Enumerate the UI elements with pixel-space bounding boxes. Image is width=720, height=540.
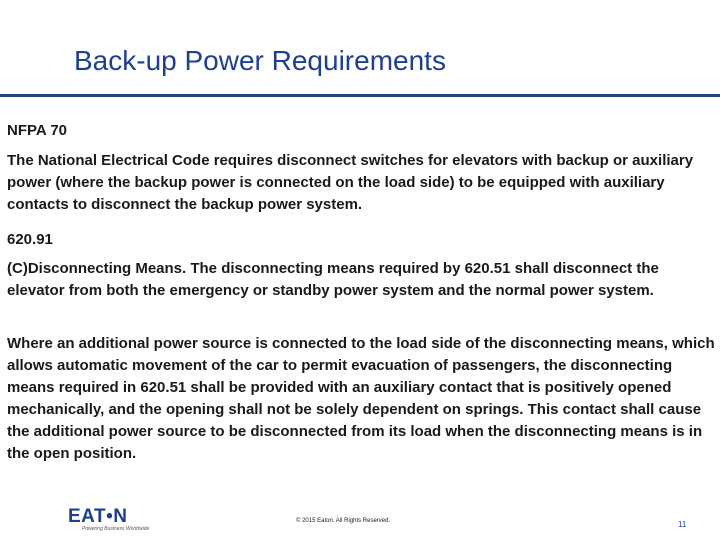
page-number: 11 — [678, 520, 687, 529]
paragraph-nec-requirement: The National Electrical Code requires disconnect switches for elevators with backup or auxiliary power (where the backup power is connected on the load side) to be equipped with auxiliary contacts to disconnect the backup power system. — [7, 152, 694, 213]
heading-section-number: 620.91 — [7, 231, 53, 248]
logo-tagline: Powering Business Worldwide — [82, 526, 150, 532]
logo-wordmark: EAT•N — [68, 506, 128, 527]
paragraph-disconnecting-means: (C)Disconnecting Means. The disconnecting means required by 620.51 shall disconnect the elevator from both the emergency or standby power system and the normal power system. — [7, 260, 659, 299]
title-divider — [0, 94, 720, 97]
heading-nfpa: NFPA 70 — [7, 122, 68, 139]
eaton-logo — [68, 508, 158, 533]
copyright-notice: © 2015 Eaton. All Rights Reserved. — [296, 518, 391, 524]
slide-title: Back-up Power Requirements — [74, 45, 446, 76]
paragraph-additional-power-source: Where an additional power source is connected to the load side of the disconnecting means, which allows automatic movement of the car to permit evacuation of passengers, the disconnecting means required in 620.51 shall be provided with an auxiliary contact that is positively opened mechanically, and the opening shall not be solely dependent on springs. This contact shall cause the additional power source to be disconnected from its load when the disconnecting means is in the open position. — [7, 335, 715, 462]
